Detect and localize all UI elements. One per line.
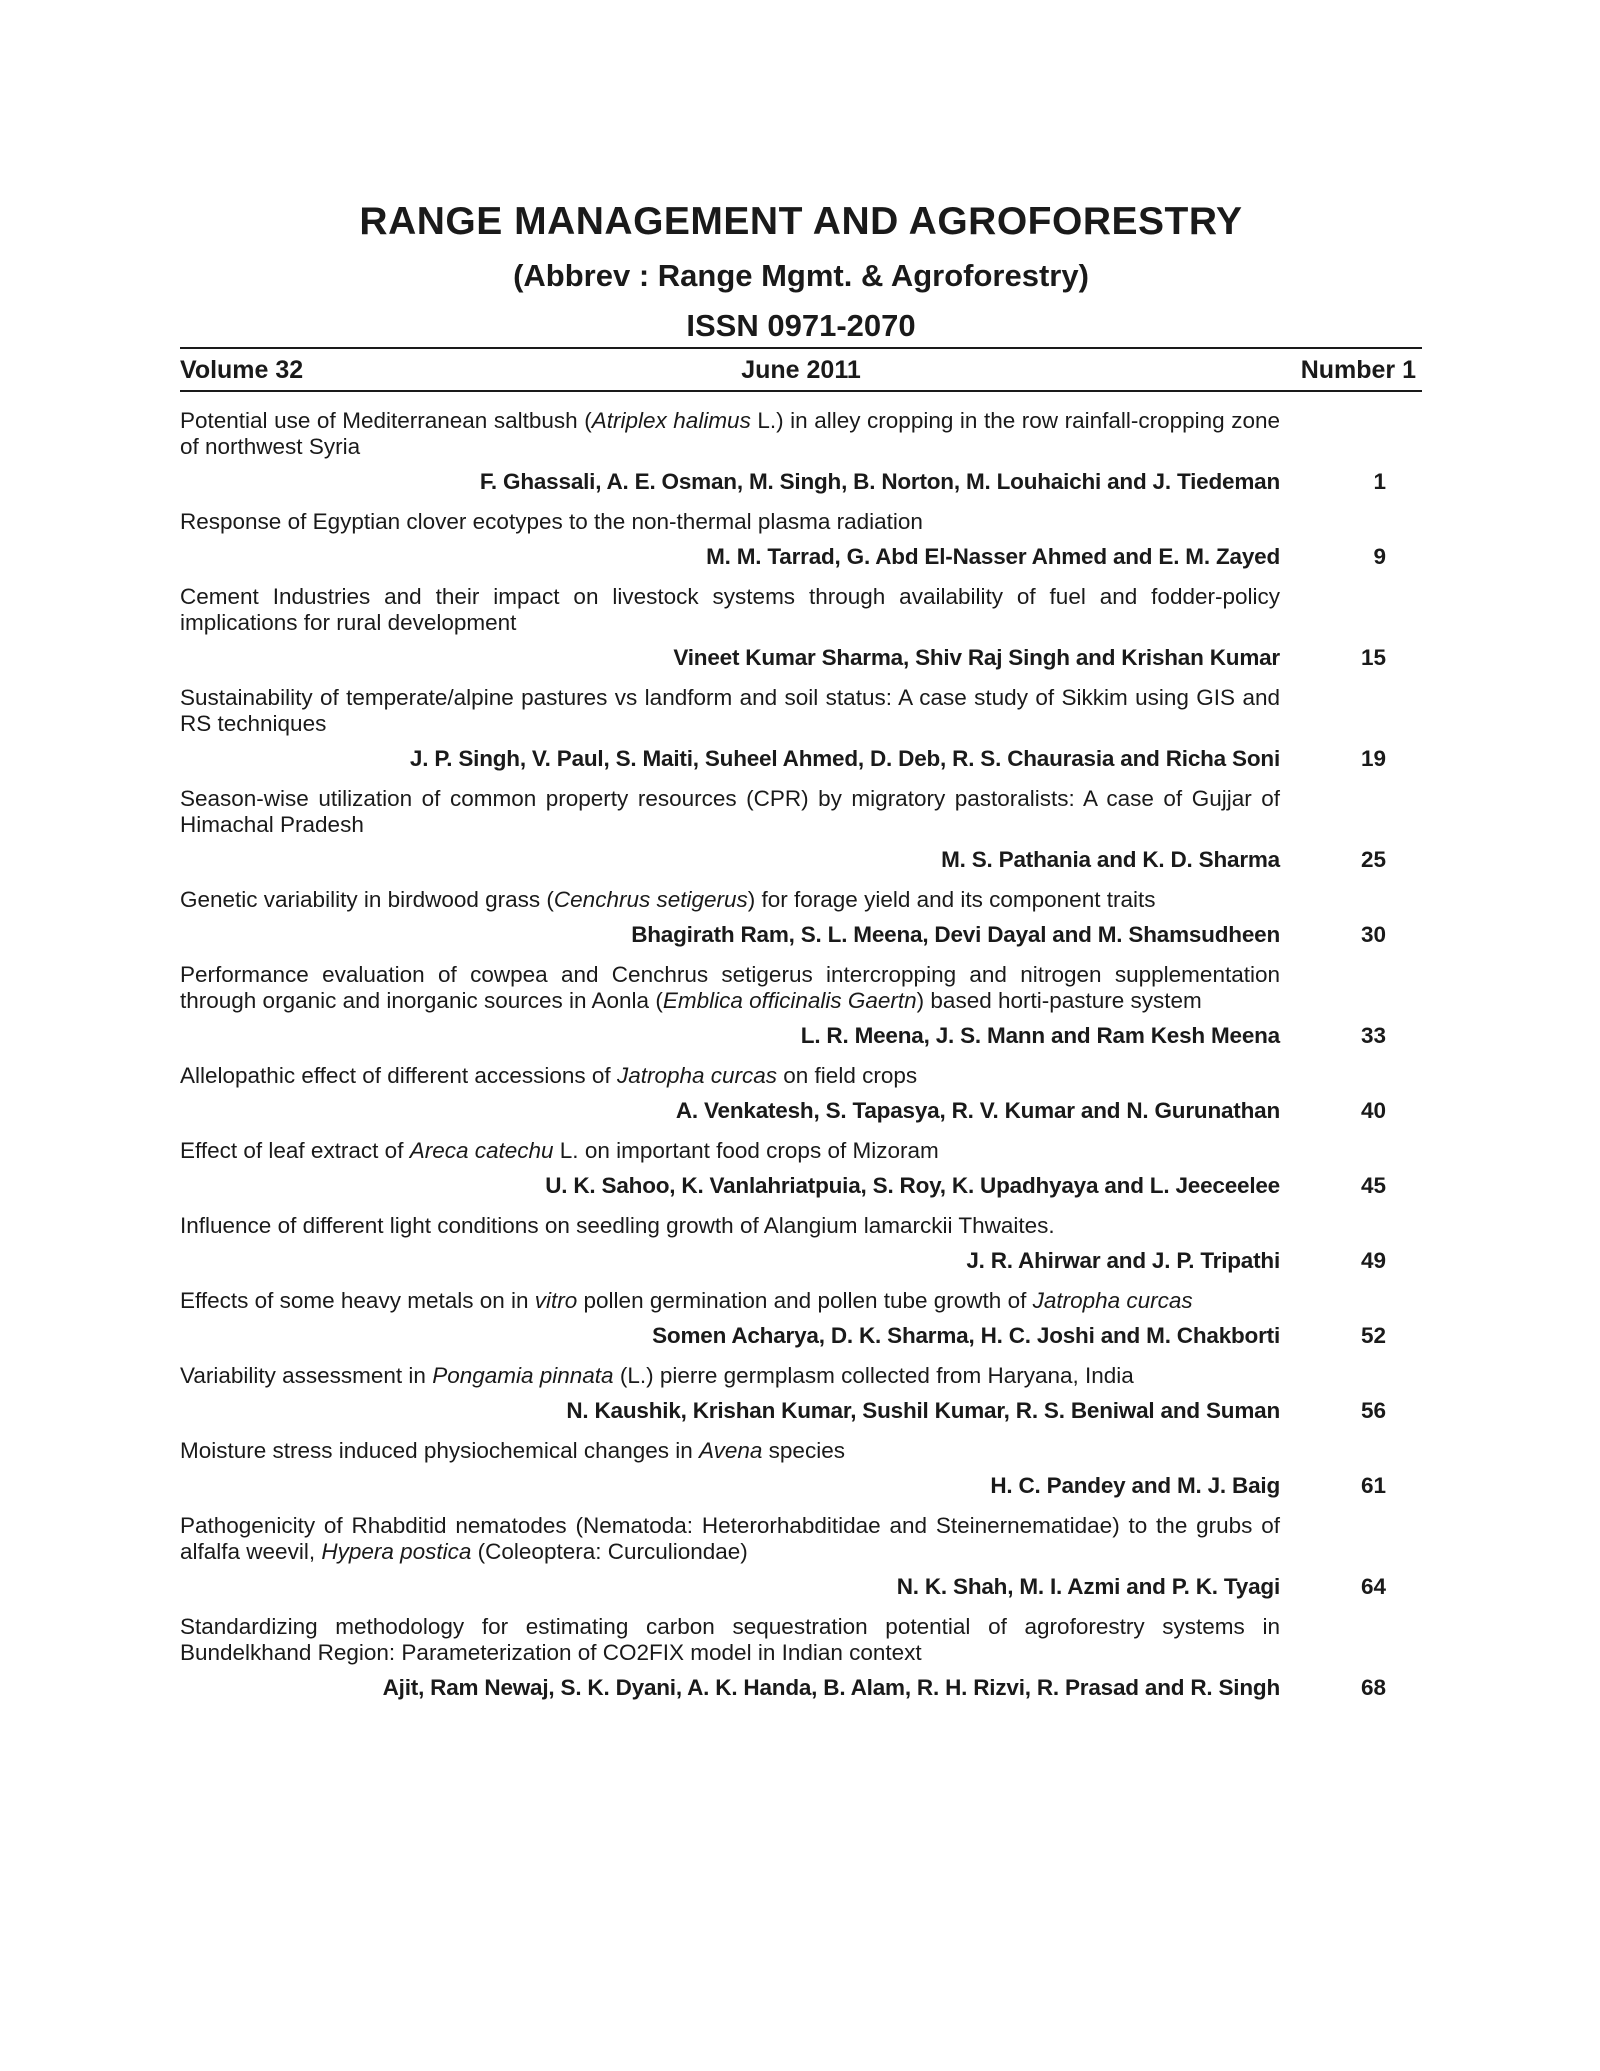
article-authors: H. C. Pandey and M. J. Baig xyxy=(990,1473,1280,1498)
article-meta xyxy=(180,640,1422,674)
article-authors: L. R. Meena, J. S. Mann and Ram Kesh Meena xyxy=(800,1023,1280,1048)
article-page-number: 52 xyxy=(1360,1323,1386,1348)
article-title xyxy=(180,584,1280,636)
article-meta xyxy=(180,1569,1422,1603)
article-page-number: 30 xyxy=(1360,922,1386,947)
article-page-number: 40 xyxy=(1360,1098,1386,1123)
article-authors: Ajit, Ram Newaj, S. K. Dyani, A. K. Handa, B. Alam, R. H. Rizvi, R. Prasad and R. Singh xyxy=(382,1675,1280,1700)
article-title-text: Cement Industries and their impact on livestock systems through availability of fuel and fodder-policy implications for rural development xyxy=(180,584,1280,635)
article-title-text: Allelopathic effect of different accessions of xyxy=(180,1063,617,1088)
article-title-italic: vitro xyxy=(534,1288,578,1313)
issue-number: Number 1 xyxy=(1300,356,1416,384)
article-title-text: Standardizing methodology for estimating carbon sequestration potential of agroforestry systems in Bundelkhand Region: Parameterization of CO2FIX model in Indian context xyxy=(180,1614,1280,1665)
article-authors: Vineet Kumar Sharma, Shiv Raj Singh and Krishan Kumar xyxy=(673,645,1280,670)
article-page-number: 15 xyxy=(1360,645,1386,670)
article-authors: N. K. Shah, M. I. Azmi and P. K. Tyagi xyxy=(896,1574,1280,1599)
article-page-number: 68 xyxy=(1360,1675,1386,1700)
article-title-text: Influence of different light conditions on seedling growth of Alangium lamarckii Thwaites. xyxy=(180,1213,1055,1238)
article-title-text: Variability assessment in xyxy=(180,1363,433,1388)
article-title-text: L.) in alley cropping in the row rainfall-cropping zone of northwest Syria xyxy=(180,408,1281,459)
article-meta xyxy=(180,1468,1422,1502)
article-authors: Bhagirath Ram, S. L. Meena, Devi Dayal and M. Shamsudheen xyxy=(631,922,1280,947)
toc-entry xyxy=(180,584,1422,674)
article-page-number: 1 xyxy=(1373,469,1386,494)
article-title-text: Season-wise utilization of common property resources (CPR) by migratory pastoralists: A case of Gujjar of Himachal Pradesh xyxy=(180,786,1280,837)
toc-entry xyxy=(180,786,1422,876)
article-authors: J. R. Ahirwar and J. P. Tripathi xyxy=(966,1248,1280,1273)
article-meta xyxy=(180,1318,1422,1352)
article-page-number: 33 xyxy=(1360,1023,1386,1048)
toc-entry xyxy=(180,1363,1422,1427)
article-meta xyxy=(180,741,1422,775)
article-title-text: (Coleoptera: Curculiondae) xyxy=(471,1539,748,1564)
article-authors: U. K. Sahoo, K. Vanlahriatpuia, S. Roy, K. Upadhyaya and L. Jeeceelee xyxy=(545,1173,1280,1198)
article-title-text: Performance evaluation of cowpea and Cenchrus setigerus intercropping and nitrogen supplementation through organic and inorganic sources in Aonla ( xyxy=(180,962,1280,1013)
article-meta xyxy=(180,1243,1422,1277)
article-title-text: pollen germination and pollen tube growth of xyxy=(577,1288,1033,1313)
article-authors: A. Venkatesh, S. Tapasya, R. V. Kumar and N. Gurunathan xyxy=(675,1098,1280,1123)
article-title-italic: Atriplex halimus xyxy=(591,408,751,433)
article-title xyxy=(180,408,1280,460)
article-title-text: Effect of leaf extract of xyxy=(180,1138,410,1163)
article-authors: F. Ghassali, A. E. Osman, M. Singh, B. Norton, M. Louhaichi and J. Tiedeman xyxy=(479,469,1280,494)
article-page-number: 9 xyxy=(1373,544,1386,569)
masthead xyxy=(180,198,1422,346)
article-meta xyxy=(180,1168,1422,1202)
article-meta xyxy=(180,917,1422,951)
article-meta xyxy=(180,842,1422,876)
toc-entry xyxy=(180,962,1422,1052)
article-title xyxy=(180,1213,1280,1239)
article-meta xyxy=(180,1018,1422,1052)
article-meta xyxy=(180,1670,1422,1704)
article-page-number: 64 xyxy=(1360,1574,1386,1599)
article-title-text: Sustainability of temperate/alpine pastures vs landform and soil status: A case study of Sikkim using GIS and RS techniques xyxy=(180,685,1280,736)
toc-entry xyxy=(180,1063,1422,1127)
article-title xyxy=(180,1438,1280,1464)
toc-entry xyxy=(180,1288,1422,1352)
article-title xyxy=(180,1288,1280,1314)
article-title xyxy=(180,962,1280,1014)
table-of-contents xyxy=(180,408,1422,1715)
article-meta xyxy=(180,464,1422,498)
article-title xyxy=(180,1063,1280,1089)
article-title-text: ) for forage yield and its component traits xyxy=(747,887,1156,912)
article-title-italic: Avena xyxy=(699,1438,763,1463)
article-page-number: 45 xyxy=(1360,1173,1386,1198)
toc-entry xyxy=(180,1513,1422,1603)
article-title-text: Genetic variability in birdwood grass ( xyxy=(180,887,554,912)
article-title-text: Pathogenicity of Rhabditid nematodes (Nematoda: Heterorhabditidae and Steinernematidae) to the grubs of alfalfa weevil, xyxy=(180,1513,1280,1564)
article-page-number: 19 xyxy=(1360,746,1386,771)
toc-entry xyxy=(180,1138,1422,1202)
article-title-text: L. on important food crops of Mizoram xyxy=(553,1138,939,1163)
article-authors: M. S. Pathania and K. D. Sharma xyxy=(941,847,1280,872)
article-title-text: Potential use of Mediterranean saltbush ( xyxy=(180,408,592,433)
issue-info-bar xyxy=(180,347,1422,392)
article-title xyxy=(180,509,1280,535)
article-title-italic: Jatropha curcas xyxy=(1032,1288,1193,1313)
toc-entry xyxy=(180,1614,1422,1704)
article-page-number: 56 xyxy=(1360,1398,1386,1423)
article-meta xyxy=(180,1093,1422,1127)
issue-volume: Volume 32 xyxy=(180,356,304,384)
article-page-number: 49 xyxy=(1360,1248,1386,1273)
issue-date: June 2011 xyxy=(741,356,861,384)
article-authors: M. M. Tarrad, G. Abd El-Nasser Ahmed and E. M. Zayed xyxy=(706,544,1280,569)
toc-entry xyxy=(180,887,1422,951)
article-authors: N. Kaushik, Krishan Kumar, Sushil Kumar, R. S. Beniwal and Suman xyxy=(566,1398,1280,1423)
article-title-text: Response of Egyptian clover ecotypes to the non-thermal plasma radiation xyxy=(180,509,923,534)
journal-title: RANGE MANAGEMENT AND AGROFORESTRY xyxy=(359,200,1243,243)
toc-entry xyxy=(180,1213,1422,1277)
article-title-italic: Cenchrus setigerus xyxy=(553,887,748,912)
article-title xyxy=(180,786,1280,838)
article-authors: Somen Acharya, D. K. Sharma, H. C. Joshi and M. Chakborti xyxy=(652,1323,1280,1348)
article-title-text: Effects of some heavy metals on in xyxy=(180,1288,535,1313)
article-title xyxy=(180,1513,1280,1565)
article-title-italic: Hypera postica xyxy=(321,1539,472,1564)
article-title xyxy=(180,1138,1280,1164)
article-authors: J. P. Singh, V. Paul, S. Maiti, Suheel Ahmed, D. Deb, R. S. Chaurasia and Richa Soni xyxy=(409,746,1280,771)
article-title xyxy=(180,1363,1280,1389)
article-meta xyxy=(180,1393,1422,1427)
article-title-text: ) based horti-pasture system xyxy=(916,988,1202,1013)
journal-abbreviation: (Abbrev : Range Mgmt. & Agroforestry) xyxy=(513,258,1089,293)
article-title-text: species xyxy=(762,1438,845,1463)
article-title-italic: Jatropha curcas xyxy=(616,1063,778,1088)
article-title-italic: Areca catechu xyxy=(409,1138,554,1163)
article-page-number: 61 xyxy=(1360,1473,1386,1498)
article-title xyxy=(180,1614,1280,1666)
toc-entry xyxy=(180,509,1422,573)
article-title-italic: Pongamia pinnata xyxy=(432,1363,614,1388)
article-title-text: Moisture stress induced physiochemical changes in xyxy=(180,1438,700,1463)
article-title xyxy=(180,685,1280,737)
article-title-text: (L.) pierre germplasm collected from Haryana, India xyxy=(613,1363,1134,1388)
toc-entry xyxy=(180,685,1422,775)
toc-entry xyxy=(180,1438,1422,1502)
article-meta xyxy=(180,539,1422,573)
article-title-italic: Emblica officinalis Gaertn xyxy=(662,988,917,1013)
article-title-text: on field crops xyxy=(777,1063,918,1088)
journal-issn: ISSN 0971-2070 xyxy=(686,308,916,343)
toc-entry xyxy=(180,408,1422,498)
article-page-number: 25 xyxy=(1360,847,1386,872)
article-title xyxy=(180,887,1280,913)
